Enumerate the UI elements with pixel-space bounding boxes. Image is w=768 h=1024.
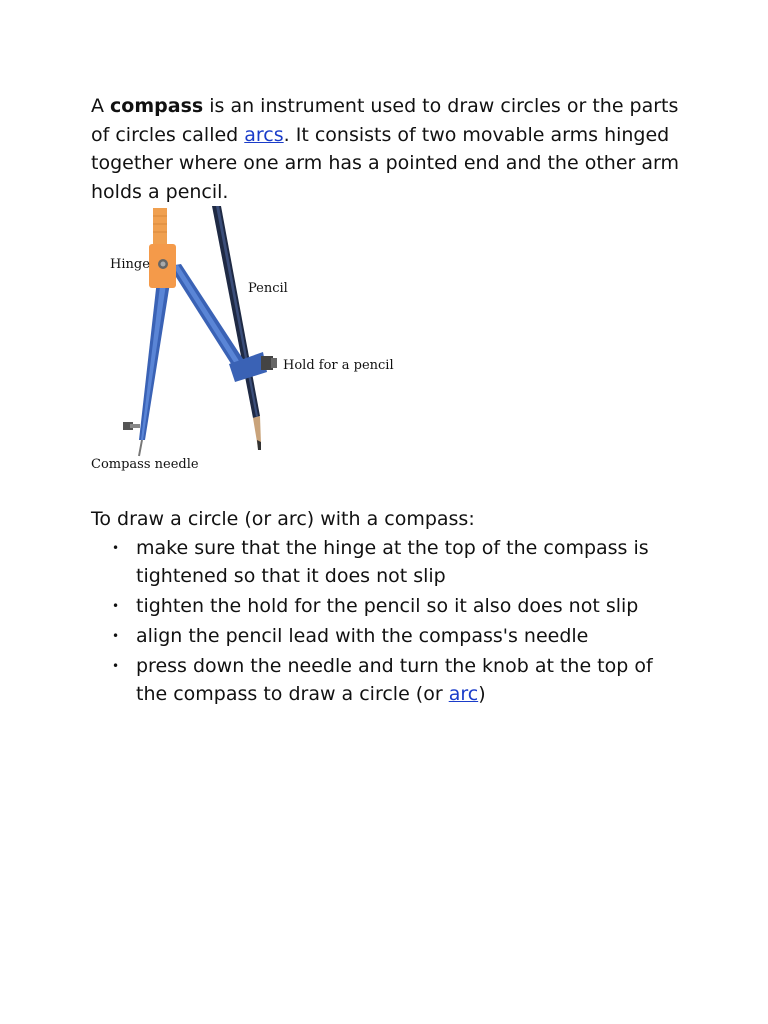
steps-list: [91, 534, 671, 710]
left-arm-drawing: [123, 262, 173, 456]
hinge-label: Hinge: [110, 257, 150, 272]
compass-illustration: [85, 204, 405, 476]
list-item: [91, 652, 671, 708]
intro-paragraph: [91, 92, 691, 206]
intro-term: compass: [110, 95, 204, 117]
bullet-icon: •: [112, 659, 120, 673]
list-item-text: align the pencil lead with the compass's needle: [136, 625, 589, 647]
list-item: [91, 592, 671, 620]
list-item-text: make sure that the hinge at the top of the compass is tightened so that it does not slip: [136, 537, 649, 587]
intro-prefix: A: [91, 95, 111, 117]
bullet-icon: •: [112, 599, 120, 613]
steps-intro: To draw a circle (or arc) with a compass:: [91, 508, 475, 530]
hold-label: Hold for a pencil: [283, 358, 394, 373]
hinge-drawing: [149, 208, 176, 288]
intro-suffix: . It consists of two movable arms hinged together where one arm has a pointed end and the other arm holds a pencil.: [91, 123, 679, 203]
list-item-text: tighten the hold for the pencil so it also does not slip: [136, 595, 639, 617]
list-item: [91, 622, 671, 650]
list-item-text: press down the needle and turn the knob at the top of the compass to draw a circle (or: [136, 655, 653, 705]
bullet-icon: •: [112, 541, 120, 555]
arc-link[interactable]: arc: [448, 683, 479, 705]
list-item: [91, 534, 671, 590]
list-item-suffix: ): [478, 683, 486, 705]
bullet-icon: •: [112, 629, 120, 643]
pencil-label: Pencil: [248, 281, 288, 296]
arcs-link[interactable]: arcs: [244, 123, 284, 146]
compass-figure: [85, 204, 405, 476]
needle-label: Compass needle: [91, 457, 199, 472]
intro-middle: is an instrument used to draw circles or the parts of circles called: [91, 95, 679, 146]
